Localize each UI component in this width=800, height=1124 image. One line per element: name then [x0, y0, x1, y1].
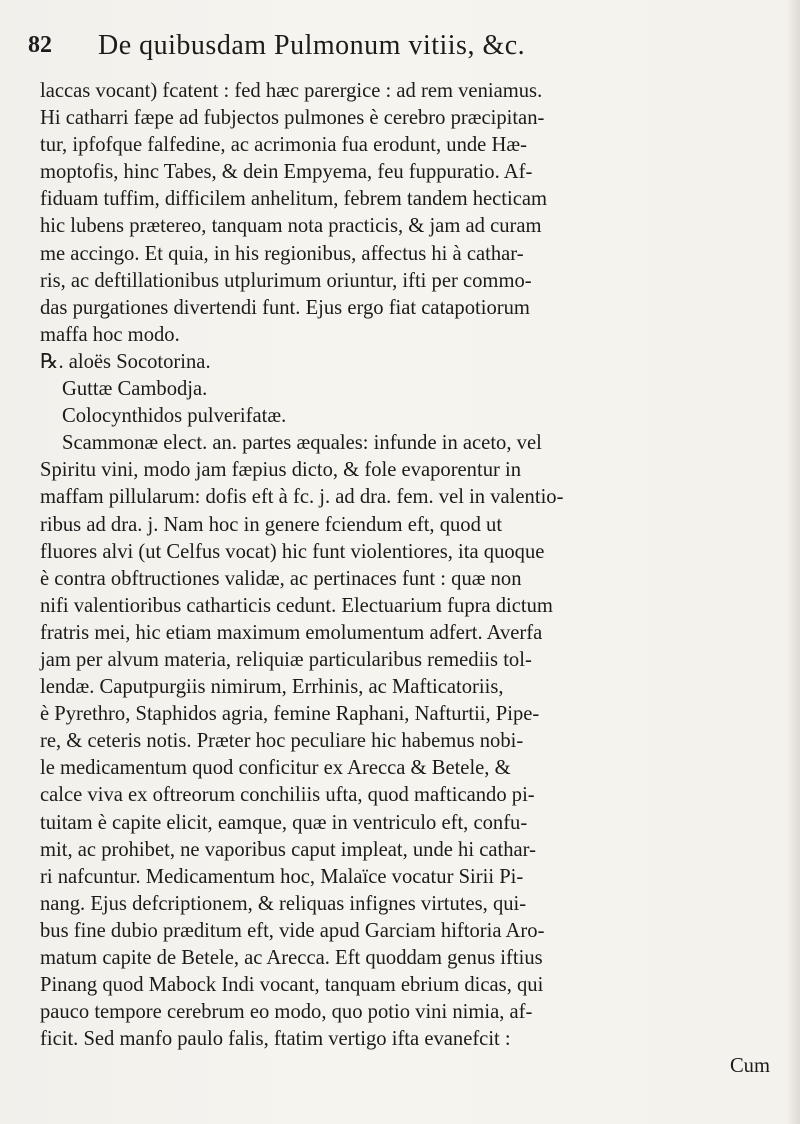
text-line: bus fine dubio præditum eft, vide apud Garciam hiftoria Aro-	[40, 919, 545, 942]
text-line: re, & ceteris notis. Præter hoc peculiare hic habemus nobi-	[40, 730, 524, 753]
recipe-line: ℞. aloës Socotorina.	[40, 350, 211, 373]
text-line: lendæ. Caputpurgiis nimirum, Errhinis, ac Mafticatoriis,	[40, 676, 504, 699]
text-line: das purgationes divertendi funt. Ejus ergo fiat catapotiorum	[40, 296, 530, 319]
text-line: ficit. Sed manfo paulo falis, ftatim vertigo ifta evanefcit :	[40, 1028, 511, 1051]
text-line: ris, ac deftillationibus utplurimum oriuntur, ifti per commo-	[40, 269, 532, 292]
text-line: Pinang quod Mabock Indi vocant, tanquam ebrium dicas, qui	[40, 974, 544, 997]
text-line: moptofis, hinc Tabes, & dein Empyema, feu fuppuratio. Af-	[40, 161, 533, 184]
text-line: nang. Ejus defcriptionem, & reliquas infignes virtutes, qui-	[40, 892, 527, 915]
text-line: fiduam tuffim, difficilem anhelitum, febrem tandem hecticam	[40, 188, 548, 211]
running-head: De quibusdam Pulmonum vitiis, &c.	[98, 30, 526, 61]
text-line: Scammonæ elect. an. partes æquales: infunde in aceto, vel	[62, 432, 542, 455]
recipe-line: Colocynthidos pulverifatæ.	[62, 405, 287, 428]
text-line: ri nafcuntur. Medicamentum hoc, Malaïce vocatur Sirii Pi-	[40, 865, 524, 888]
text-line: hic lubens prætereo, tanquam nota practicis, & jam ad curam	[40, 215, 542, 238]
text-line: Spiritu vini, modo jam fæpius dicto, & fole evaporentur in	[40, 459, 522, 482]
text-line: è Pyrethro, Staphidos agria, femine Raphani, Nafturtii, Pipe-	[40, 703, 540, 726]
text-line: maffa hoc modo.	[40, 323, 180, 346]
text-line: fratris mei, hic etiam maximum emolumentum adfert. Averfa	[40, 621, 543, 644]
text-line: fluores alvi (ut Celfus vocat) hic funt violentiores, ita quoque	[40, 540, 545, 563]
catchword: Cum	[729, 1055, 770, 1078]
page-header	[28, 30, 773, 64]
text-line: calce viva ex oftreorum conchiliis ufta, quod mafticando pi-	[40, 784, 535, 807]
text-line: maffam pillularum: dofis eft à fc. j. ad dra. fem. vel in valentio-	[40, 486, 564, 509]
text-line: pauco tempore cerebrum eo modo, quo potio vini nimia, af-	[40, 1001, 533, 1024]
text-line: jam per alvum materia, reliquiæ particularibus remediis tol-	[40, 648, 532, 671]
text-line: me accingo. Et quia, in his regionibus, affectus hi à cathar-	[40, 242, 524, 265]
text-line: laccas vocant) fcatent : fed hæc parergice : ad rem veniamus.	[40, 80, 543, 102]
text-line: nifi valentioribus catharticis cedunt. Electuarium fupra dictum	[40, 594, 553, 617]
text-line: le medicamentum quod conficitur ex Arecca & Betele, &	[40, 757, 511, 780]
text-line: ribus ad dra. j. Nam hoc in genere fciendum eft, quod ut	[40, 513, 503, 536]
text-line: tuitam è capite elicit, eamque, quæ in ventriculo eft, confu-	[40, 811, 528, 834]
page-number: 82	[28, 32, 52, 58]
recipe-line: Guttæ Cambodja.	[62, 378, 208, 401]
text-line: matum capite de Betele, ac Arecca. Eft quoddam genus iftius	[40, 947, 543, 969]
text-line: è contra obftructiones validæ, ac pertinaces funt : quæ non	[40, 567, 522, 590]
text-line: Hi catharri fæpe ad fubjectos pulmones è cerebro præcipitan-	[40, 107, 545, 130]
body-text	[40, 78, 770, 1080]
text-line: mit, ac prohibet, ne vaporibus caput impleat, unde hi cathar-	[40, 838, 536, 861]
page-spine-shadow	[786, 0, 800, 1124]
text-line: tur, ipfofque falfedine, ac acrimonia fua erodunt, unde Hæ-	[40, 134, 527, 157]
